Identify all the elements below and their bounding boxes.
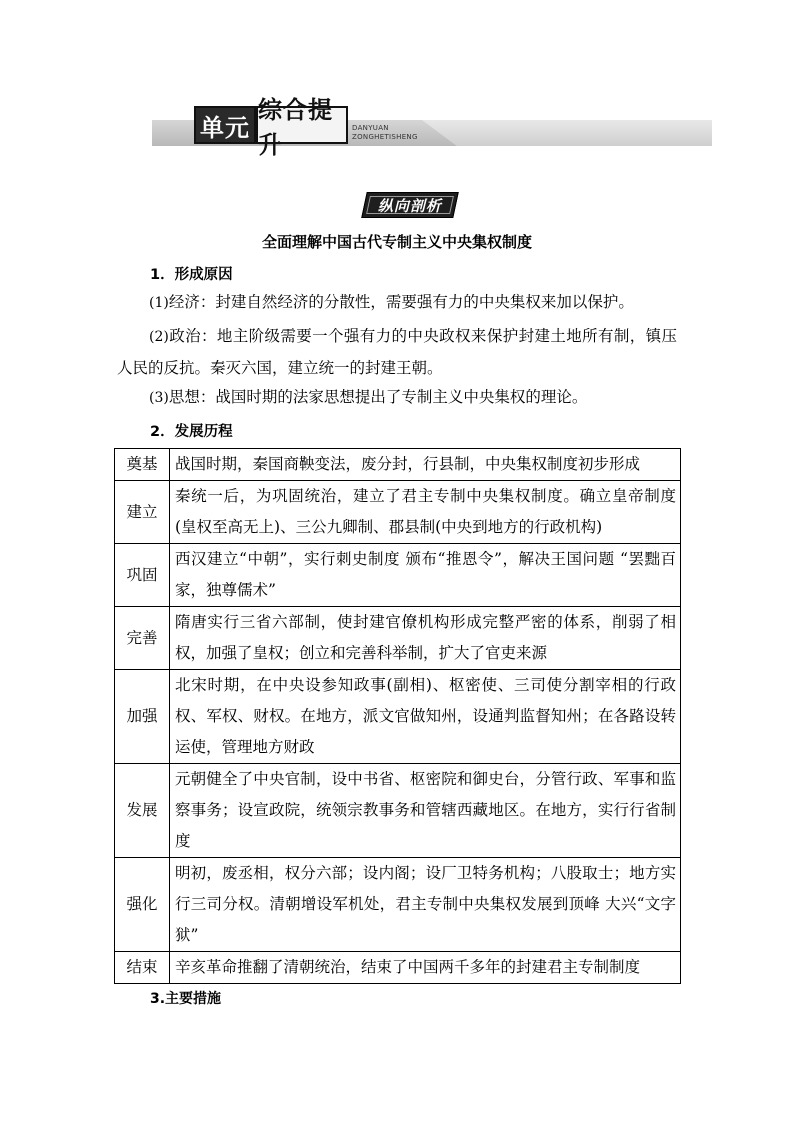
desc-cell: 西汉建立“中朝”，实行刺史制度 颁布“推恩令”，解决王国问题 “罢黜百家，独尊儒术” bbox=[170, 544, 681, 607]
table-row bbox=[115, 764, 681, 858]
development-table bbox=[114, 448, 681, 984]
banner-pinyin-line1: DANYUAN bbox=[352, 124, 389, 132]
cause-economy-num: (1) bbox=[149, 295, 169, 311]
cause-thought-num: (3) bbox=[149, 390, 169, 406]
cause-thought-text: 思想：战国时期的法家思想提出了专制主义中央集权的理论。 bbox=[168, 388, 588, 406]
desc-cell: 战国时期，秦国商鞅变法，废分封，行县制，中央集权制度初步形成 bbox=[170, 449, 681, 481]
stage-cell: 加强 bbox=[115, 670, 170, 764]
stage-cell: 建立 bbox=[115, 481, 170, 544]
banner-label-summary: 综合提升 bbox=[256, 106, 348, 144]
page-title: 全面理解中国古代专制主义中央集权制度 bbox=[261, 233, 532, 251]
banner-pinyin-line2: ZONGHETISHENG bbox=[352, 133, 418, 141]
stage-cell: 奠基 bbox=[115, 449, 170, 481]
desc-cell: 北宋时期，在中央设参知政事(副相)、枢密使、三司使分割宰相的行政权、军权、财权。在地方，派文官做知州，设通判监督知州；在各路设转运使，管理地方财政 bbox=[170, 670, 681, 764]
desc-cell: 隋唐实行三省六部制，使封建官僚机构形成完整严密的体系，削弱了相权，加强了皇权；创立和完善科举制，扩大了官吏来源 bbox=[170, 607, 681, 670]
banner-label-unit: 单元 bbox=[194, 106, 256, 144]
desc-cell: 元朝健全了中央官制，设中书省、枢密院和御史台，分管行政、军事和监察事务；设宣政院，统领宗教事务和管辖西藏地区。在地方，实行行省制度 bbox=[170, 764, 681, 858]
stage-cell: 发展 bbox=[115, 764, 170, 858]
section-tag bbox=[361, 192, 459, 218]
heading-main-measures: 3.主要措施 bbox=[150, 991, 222, 1007]
banner-pinyin bbox=[352, 124, 418, 142]
table-row bbox=[115, 544, 681, 607]
table-row bbox=[115, 670, 681, 764]
table-row bbox=[115, 858, 681, 952]
table-row bbox=[115, 607, 681, 670]
table-row bbox=[115, 481, 681, 544]
stage-cell: 巩固 bbox=[115, 544, 170, 607]
cause-thought bbox=[117, 382, 677, 414]
table-row bbox=[115, 952, 681, 984]
section-tag-label: 纵向剖析 bbox=[377, 196, 442, 215]
cause-economy-text: 经济：封建自然经济的分散性，需要强有力的中央集权来加以保护。 bbox=[168, 293, 634, 311]
cause-politics bbox=[117, 321, 677, 384]
heading-development: 2．发展历程 bbox=[150, 424, 233, 440]
unit-banner bbox=[152, 96, 712, 159]
desc-cell: 明初，废丞相，权分六部；设内阁；设厂卫特务机构；八股取士；地方实行三司分权。清朝增设军机处，君主专制中央集权发展到顶峰 大兴“文字狱” bbox=[170, 858, 681, 952]
desc-cell: 辛亥革命推翻了清朝统治，结束了中国两千多年的封建君主专制制度 bbox=[170, 952, 681, 984]
stage-cell: 强化 bbox=[115, 858, 170, 952]
table-row bbox=[115, 449, 681, 481]
desc-cell: 秦统一后，为巩固统治，建立了君主专制中央集权制度。确立皇帝制度(皇权至高无上)、三公九卿制、郡县制(中央到地方的行政机构) bbox=[170, 481, 681, 544]
stage-cell: 完善 bbox=[115, 607, 170, 670]
stage-cell: 结束 bbox=[115, 952, 170, 984]
cause-politics-text: 政治：地主阶级需要一个强有力的中央政权来保护封建土地所有制，镇压人民的反抗。秦灭六国，建立统一的封建王朝。 bbox=[117, 327, 677, 377]
banner-strip-highlight bbox=[422, 120, 712, 146]
heading-formation-causes: 1．形成原因 bbox=[150, 267, 233, 283]
cause-politics-num: (2) bbox=[149, 329, 169, 345]
cause-economy bbox=[117, 287, 677, 319]
